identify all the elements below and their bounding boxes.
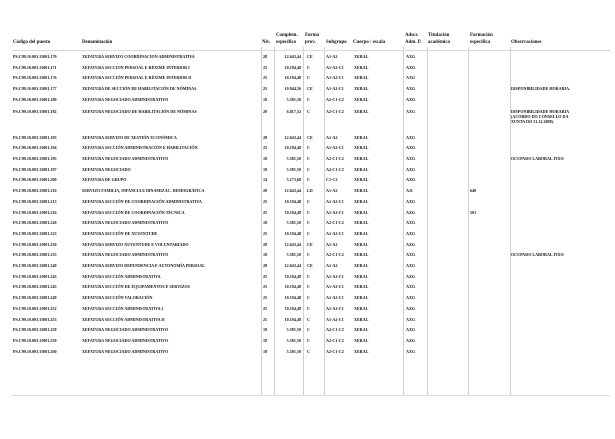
cell-subgrupo: A1-A2-C1 bbox=[326, 209, 344, 215]
cell-nivel: 25 bbox=[263, 64, 268, 70]
cell-adscripcion: AXG bbox=[406, 177, 416, 183]
cell-adscripcion: AXG bbox=[406, 96, 416, 102]
header-observaciones: Observaciones bbox=[511, 40, 542, 45]
header-forma-line2: prov. bbox=[305, 40, 316, 45]
cell-denominacion: XEFATURA SECCIÓN DE EQUIPAMENTOS E SERVIZOS bbox=[82, 284, 190, 290]
cell-cuerpo: XERAL bbox=[354, 209, 369, 215]
cell-nivel: 25 bbox=[263, 198, 268, 204]
column-divider bbox=[324, 47, 325, 396]
cell-complemento: 12.643,44 bbox=[284, 54, 301, 59]
cell-codigo: PS.C99.10.003.15001.171 bbox=[13, 64, 57, 70]
cell-subgrupo: A1-A2 bbox=[326, 134, 338, 140]
header-adscripcion-line1: Adscr. bbox=[405, 33, 419, 38]
cell-forma: C bbox=[307, 220, 310, 226]
cell-complemento: 10.194,48 bbox=[284, 230, 301, 236]
cell-codigo: PS.C99.10.003.15001.182 bbox=[13, 108, 57, 114]
cell-cuerpo: XERAL bbox=[354, 64, 369, 70]
cell-nivel: 25 bbox=[263, 305, 268, 311]
cell-complemento: 10.194,48 bbox=[284, 198, 301, 204]
cell-adscripcion: AXG bbox=[406, 64, 416, 70]
cell-cuerpo: XERAL bbox=[354, 96, 369, 102]
cell-adscripcion: A11 bbox=[406, 188, 413, 194]
cell-adscripcion: AXG bbox=[406, 348, 416, 354]
cell-subgrupo: A2-C1-C2 bbox=[326, 108, 344, 114]
cell-adscripcion: AXG bbox=[406, 230, 416, 236]
header-forma-line1: Forma bbox=[305, 33, 320, 38]
cell-denominacion: XEFATURA SERVIZO DE XESTIÓN ECONÓMICA bbox=[82, 134, 177, 140]
column-divider bbox=[427, 47, 428, 396]
cell-subgrupo: A2-C1-C2 bbox=[326, 166, 344, 172]
header-complemento-line2: específico bbox=[276, 40, 297, 45]
cell-nivel: 18 bbox=[263, 166, 268, 172]
header-subgrupo: Subgrupo bbox=[326, 40, 347, 45]
cell-codigo: PS.C99.10.003.15001.213 bbox=[13, 198, 57, 204]
cell-complemento: 5.581,50 bbox=[286, 166, 301, 172]
cell-nivel: 18 bbox=[263, 96, 268, 102]
cell-denominacion: XEFATURA SECCIÓN DE XUVENTUDE bbox=[82, 230, 158, 236]
cell-nivel: 25 bbox=[263, 295, 268, 301]
cell-denominacion: XEFATURA SECCIÓN ADMINISTRATIVA II bbox=[82, 316, 165, 322]
cell-codigo: PS.C99.10.003.15001.245 bbox=[13, 284, 57, 290]
cell-forma: C bbox=[307, 305, 310, 311]
cell-codigo: PS.C99.10.003.15001.235 bbox=[13, 252, 57, 258]
cell-adscripcion: AXG bbox=[406, 327, 416, 333]
cell-forma: C bbox=[307, 348, 310, 354]
header-denominacion: Denominación bbox=[82, 40, 113, 45]
cell-denominacion: XEFATURA NEGOCIADO ADMINISTRATIVO bbox=[82, 220, 169, 226]
cell-codigo: PS.C99.10.003.15001.180 bbox=[13, 96, 57, 102]
cell-complemento: 10.194,48 bbox=[284, 145, 301, 151]
column-divider bbox=[303, 47, 304, 396]
cell-cuerpo: XERAL bbox=[354, 284, 369, 290]
cell-subgrupo: A1-A2-C1 bbox=[326, 64, 344, 70]
column-divider bbox=[510, 47, 511, 396]
cell-subgrupo: A1-A2-C1 bbox=[326, 198, 344, 204]
header-formacion-line1: Formación bbox=[470, 33, 493, 38]
cell-denominacion: XEFATURA SECCIÓN DE COORDINACIÓN TÉCNICA bbox=[82, 209, 185, 215]
cell-subgrupo: A1-A2-C1 bbox=[326, 230, 344, 236]
cell-denominacion: XEFATURA NEGOCIADO ADMINISTRATIVO bbox=[82, 348, 169, 354]
cell-codigo: PS.C99.10.003.15001.177 bbox=[13, 86, 57, 91]
cell-codigo: PS.C99.10.003.15001.216 bbox=[13, 209, 57, 215]
header-codigo: Código del puesto bbox=[13, 40, 51, 45]
column-divider bbox=[261, 47, 262, 396]
row-divider bbox=[12, 395, 610, 396]
header-cuerpo: Cuerpo / escala bbox=[353, 40, 386, 45]
cell-forma: C bbox=[307, 295, 310, 301]
cell-cuerpo: XERAL bbox=[354, 241, 369, 247]
cell-nivel: 20 bbox=[263, 108, 268, 114]
cell-nivel: 28 bbox=[263, 188, 268, 194]
cell-cuerpo: XERAL bbox=[354, 305, 369, 311]
cell-forma: C bbox=[307, 252, 310, 258]
cell-complemento: 5.581,50 bbox=[286, 252, 301, 258]
cell-codigo: PS.C99.10.003.15001.249 bbox=[13, 295, 57, 301]
cell-denominacion: XEFATURA SERVIZO DEPENDENCIA E AUTONOMÍA PERSOAL bbox=[82, 263, 206, 268]
cell-forma: C bbox=[307, 273, 310, 279]
cell-forma: LD bbox=[307, 188, 313, 194]
cell-adscripcion: AXG bbox=[406, 209, 416, 215]
cell-nivel: 28 bbox=[263, 54, 268, 59]
cell-denominacion: XEFATURA DE SECCIÓN DE HABILITACIÓN DE NÓMINAS bbox=[82, 86, 197, 91]
cell-subgrupo: A1-A2-C1 bbox=[326, 316, 344, 322]
cell-cuerpo: XERAL bbox=[354, 230, 369, 236]
cell-subgrupo: A2-C1-C2 bbox=[326, 348, 344, 354]
cell-forma: C bbox=[307, 316, 310, 322]
column-divider bbox=[403, 47, 404, 396]
cell-nivel: 18 bbox=[263, 348, 268, 354]
cell-subgrupo: A1-A2-C1 bbox=[326, 273, 344, 279]
cell-cuerpo: XERAL bbox=[354, 134, 369, 140]
column-divider bbox=[274, 47, 275, 396]
cell-denominacion: XEFATURA NEGOCIADO ADMINISTRATIVO bbox=[82, 156, 169, 161]
cell-complemento: 12.643,44 bbox=[284, 263, 301, 268]
header-complemento-line1: Complem. bbox=[276, 33, 298, 38]
cell-forma: CE bbox=[307, 241, 313, 247]
cell-complemento: 5.581,50 bbox=[286, 220, 301, 226]
cell-nivel: 25 bbox=[263, 86, 268, 91]
cell-adscripcion: AXG bbox=[406, 156, 416, 161]
cell-codigo: PS.C99.10.003.15001.193 bbox=[13, 134, 57, 140]
cell-forma: C bbox=[307, 337, 310, 343]
cell-cuerpo: XERAL bbox=[354, 145, 369, 151]
cell-codigo: PS.C99.10.003.15001.197 bbox=[13, 166, 57, 172]
cell-cuerpo: XERAL bbox=[354, 252, 369, 258]
cell-forma: CE bbox=[307, 54, 313, 59]
cell-complemento: 10.944,56 bbox=[284, 86, 301, 91]
cell-adscripcion: AXG bbox=[406, 337, 416, 343]
cell-complemento: 10.194,48 bbox=[284, 209, 301, 215]
cell-forma: C bbox=[307, 209, 310, 215]
cell-complemento: 10.194,48 bbox=[284, 305, 301, 311]
cell-subgrupo: A1-A2 bbox=[326, 241, 338, 247]
cell-cuerpo: XERAL bbox=[354, 177, 369, 183]
cell-observaciones: OCUPADO LABORAL FIXO bbox=[511, 156, 564, 161]
cell-complemento: 5.581,50 bbox=[286, 348, 301, 354]
cell-denominacion: XEFATURA DE GRUPO bbox=[82, 177, 127, 183]
cell-codigo: PS.C99.10.003.15001.210 bbox=[13, 188, 57, 194]
cell-cuerpo: XERAL bbox=[354, 188, 369, 194]
cell-codigo: PS.C99.10.003.15001.194 bbox=[13, 145, 57, 151]
cell-denominacion: XEFATURA SECCION PERSOAL E RÉXIME INTERIOR I bbox=[82, 64, 190, 70]
cell-adscripcion: AXG bbox=[406, 252, 416, 258]
cell-complemento: 10.194,48 bbox=[284, 75, 301, 81]
cell-codigo: PS.C99.10.003.15001.240 bbox=[13, 263, 57, 268]
header-nivel: Niv. bbox=[262, 40, 271, 45]
cell-denominacion: XEFATURA NEGOCIADO ADMINISTRATIVO bbox=[82, 96, 169, 102]
cell-codigo: PS.C99.10.003.15001.230 bbox=[13, 241, 57, 247]
cell-forma: C bbox=[307, 145, 310, 151]
cell-nivel: 28 bbox=[263, 134, 268, 140]
cell-subgrupo: A1-A2 bbox=[326, 54, 338, 59]
cell-adscripcion: AXG bbox=[406, 75, 416, 81]
header-titulacion-line2: académica bbox=[428, 40, 451, 45]
cell-forma: C bbox=[307, 75, 310, 81]
cell-forma: C bbox=[307, 96, 310, 102]
cell-denominacion: XEFATURA NEGOCIADO bbox=[82, 166, 131, 172]
cell-nivel: 25 bbox=[263, 75, 268, 81]
cell-cuerpo: XERAL bbox=[354, 156, 369, 161]
cell-codigo: PS.C99.10.003.15001.176 bbox=[13, 75, 57, 81]
cell-denominacion: XEFATURA SECCIÓN VALORACIÓN bbox=[82, 295, 153, 301]
cell-formacion: 501 bbox=[470, 209, 477, 215]
cell-nivel: 25 bbox=[263, 284, 268, 290]
cell-cuerpo: XERAL bbox=[354, 348, 369, 354]
cell-codigo: PS.C99.10.003.15001.243 bbox=[13, 273, 57, 279]
cell-forma: C bbox=[307, 230, 310, 236]
cell-forma: C bbox=[307, 284, 310, 290]
cell-forma: C bbox=[307, 108, 310, 114]
cell-denominacion: XEFATURA NEGOCIADO ADMINISTRATIVO bbox=[82, 337, 169, 343]
cell-complemento: 5.173,68 bbox=[286, 177, 301, 183]
cell-subgrupo: A1-A2-C1 bbox=[326, 145, 344, 151]
cell-codigo: PS.C99.10.003.15001.223 bbox=[13, 230, 57, 236]
cell-nivel: 28 bbox=[263, 241, 268, 247]
cell-complemento: 5.581,50 bbox=[286, 337, 301, 343]
cell-denominacion: XEFATURA NEGOCIADO DE HABILITACIÓN DE NÓMINAS bbox=[82, 108, 197, 114]
column-divider bbox=[468, 47, 469, 396]
cell-nivel: 25 bbox=[263, 230, 268, 236]
cell-nivel: 18 bbox=[263, 327, 268, 333]
cell-forma: C bbox=[307, 156, 310, 161]
cell-codigo: PS.C99.10.003.15001.253 bbox=[13, 316, 57, 322]
cell-denominacion: XEFATURA NEGOCIADO ADMINISTRATIVO bbox=[82, 327, 169, 333]
cell-cuerpo: XERAL bbox=[354, 86, 369, 91]
cell-subgrupo: A1-A2-C1 bbox=[326, 75, 344, 81]
cell-cuerpo: XERAL bbox=[354, 337, 369, 343]
cell-subgrupo: A2-C1-C2 bbox=[326, 337, 344, 343]
cell-denominacion: XEFATURA SECCIÓN ADMINISTRATIVA I bbox=[82, 305, 164, 311]
cell-observaciones: OCUPADO LABORAL FIXO bbox=[511, 252, 564, 258]
cell-complemento: 12.643,44 bbox=[284, 188, 301, 194]
cell-adscripcion: AXG bbox=[406, 263, 416, 268]
cell-adscripcion: AXG bbox=[406, 295, 416, 301]
cell-denominacion: XEFATURA SECCIÓN ADMINISTRACIÓN E HABILITACIÓN bbox=[82, 145, 198, 151]
cell-adscripcion: AXG bbox=[406, 198, 416, 204]
cell-codigo: PS.C99.10.003.15001.252 bbox=[13, 305, 57, 311]
cell-cuerpo: XERAL bbox=[354, 75, 369, 81]
cell-adscripcion: AXG bbox=[406, 241, 416, 247]
cell-forma: CE bbox=[307, 263, 313, 268]
cell-denominacion: XEFATURA SERVIZO XUVENTUDE E VOLUNTARIADO bbox=[82, 241, 189, 247]
cell-denominacion: XEFATURA SECCIÓN DE COORDINACIÓN ADMINISTRATIVA bbox=[82, 198, 202, 204]
cell-cuerpo: XERAL bbox=[354, 295, 369, 301]
cell-complemento: 10.194,48 bbox=[284, 316, 301, 322]
cell-forma: C bbox=[307, 177, 310, 183]
cell-denominacion: XEFATURA SECCIÓN PERSOAL E RÉXIME INTERIOR II bbox=[82, 75, 192, 81]
cell-observaciones: DISPONIBILIDADE HORARIA (ACORDO DO CONSELLO DA XUNTA DO 31.12.2008). bbox=[511, 108, 570, 124]
cell-cuerpo: XERAL bbox=[354, 316, 369, 322]
cell-cuerpo: XERAL bbox=[354, 54, 369, 59]
cell-adscripcion: AXG bbox=[406, 284, 416, 290]
cell-cuerpo: XERAL bbox=[354, 166, 369, 172]
cell-nivel: 18 bbox=[263, 156, 268, 161]
cell-codigo: PS.C99.10.003.15001.195 bbox=[13, 156, 57, 161]
cell-codigo: PS.C99.10.003.15001.200 bbox=[13, 177, 57, 183]
cell-adscripcion: AXG bbox=[406, 316, 416, 322]
cell-complemento: 12.643,44 bbox=[284, 134, 301, 140]
cell-nivel: 18 bbox=[263, 220, 268, 226]
cell-cuerpo: XERAL bbox=[354, 198, 369, 204]
cell-adscripcion: AXG bbox=[406, 166, 416, 172]
cell-complemento: 6.817,32 bbox=[286, 108, 301, 114]
cell-adscripcion: AXG bbox=[406, 54, 416, 59]
cell-adscripcion: AXG bbox=[406, 305, 416, 311]
cell-subgrupo: A2-C1-C2 bbox=[326, 252, 344, 258]
cell-forma: C bbox=[307, 327, 310, 333]
cell-denominacion: XEFATURA SERVIZO COORDINACION ADMINISTRATIVA bbox=[82, 54, 195, 59]
cell-denominacion: XEFATURA NEGOCIADO ADMINISTRATIVO bbox=[82, 252, 169, 258]
row-divider bbox=[12, 50, 610, 51]
cell-nivel: 25 bbox=[263, 209, 268, 215]
header-titulacion-line1: Titulación bbox=[428, 33, 450, 38]
cell-cuerpo: XERAL bbox=[354, 327, 369, 333]
cell-complemento: 10.194,48 bbox=[284, 295, 301, 301]
cell-nivel: 18 bbox=[263, 337, 268, 343]
cell-complemento: 12.643,44 bbox=[284, 241, 301, 247]
cell-cuerpo: XERAL bbox=[354, 273, 369, 279]
cell-cuerpo: XERAL bbox=[354, 108, 369, 114]
cell-denominacion: XEFATURA SECCIÓN ADMINISTRATIVA bbox=[82, 273, 161, 279]
cell-subgrupo: A1-A2-C1 bbox=[326, 284, 344, 290]
cell-cuerpo: XERAL bbox=[354, 220, 369, 226]
cell-subgrupo: A1-A2 bbox=[326, 188, 338, 194]
cell-forma: CE bbox=[307, 86, 313, 91]
cell-adscripcion: AXG bbox=[406, 273, 416, 279]
header-formacion-line2: específica bbox=[470, 40, 491, 45]
cell-complemento: 10.194,48 bbox=[284, 64, 301, 70]
cell-forma: C bbox=[307, 64, 310, 70]
cell-adscripcion: AXG bbox=[406, 86, 416, 91]
cell-subgrupo: A2-C1-C2 bbox=[326, 96, 344, 102]
cell-nivel: 25 bbox=[263, 145, 268, 151]
cell-adscripcion: AXG bbox=[406, 134, 416, 140]
cell-complemento: 5.581,50 bbox=[286, 327, 301, 333]
cell-codigo: PS.C99.10.003.15001.258 bbox=[13, 327, 57, 333]
cell-cuerpo: XERAL bbox=[354, 263, 369, 268]
cell-codigo: PS.C99.10.003.15001.260 bbox=[13, 348, 57, 354]
cell-nivel: 28 bbox=[263, 263, 268, 268]
cell-subgrupo: A2-C1-C2 bbox=[326, 327, 344, 333]
cell-subgrupo: A2-C1-C2 bbox=[326, 220, 344, 226]
cell-complemento: 10.194,48 bbox=[284, 273, 301, 279]
cell-observaciones: DISPONIBILIDADE HORARIA. bbox=[511, 86, 571, 91]
cell-complemento: 10.194,48 bbox=[284, 284, 301, 290]
cell-adscripcion: AXG bbox=[406, 145, 416, 151]
cell-subgrupo: A1-A2 bbox=[326, 263, 338, 268]
cell-formacion: 640 bbox=[470, 188, 477, 194]
cell-adscripcion: AXG bbox=[406, 220, 416, 226]
cell-subgrupo: A1-A2-C1 bbox=[326, 305, 344, 311]
cell-subgrupo: C1-C2 bbox=[326, 177, 338, 183]
cell-complemento: 5.581,50 bbox=[286, 156, 301, 161]
cell-codigo: PS.C99.10.003.15001.220 bbox=[13, 220, 57, 226]
cell-adscripcion: AXG bbox=[406, 108, 416, 114]
cell-nivel: 25 bbox=[263, 316, 268, 322]
cell-nivel: 25 bbox=[263, 273, 268, 279]
cell-subgrupo: A2-C1-C2 bbox=[326, 156, 344, 161]
cell-nivel: 18 bbox=[263, 252, 268, 258]
cell-codigo: PS.C99.10.003.15001.170 bbox=[13, 54, 57, 59]
cell-subgrupo: A1-A2-C1 bbox=[326, 295, 344, 301]
cell-subgrupo: A1-A2-C1 bbox=[326, 86, 344, 91]
cell-forma: C bbox=[307, 166, 310, 172]
cell-complemento: 5.581,50 bbox=[286, 96, 301, 102]
cell-forma: C bbox=[307, 198, 310, 204]
header-adscripcion-line2: Adm. P. bbox=[405, 40, 422, 45]
cell-codigo: PS.C99.10.003.15001.259 bbox=[13, 337, 57, 343]
cell-forma: CE bbox=[307, 134, 313, 140]
cell-denominacion: SERVIZO FAMILIA, INFANCIA E DINAMIZAC. DEMOGRÁFICA bbox=[82, 188, 205, 194]
cell-nivel: 14 bbox=[263, 177, 268, 183]
